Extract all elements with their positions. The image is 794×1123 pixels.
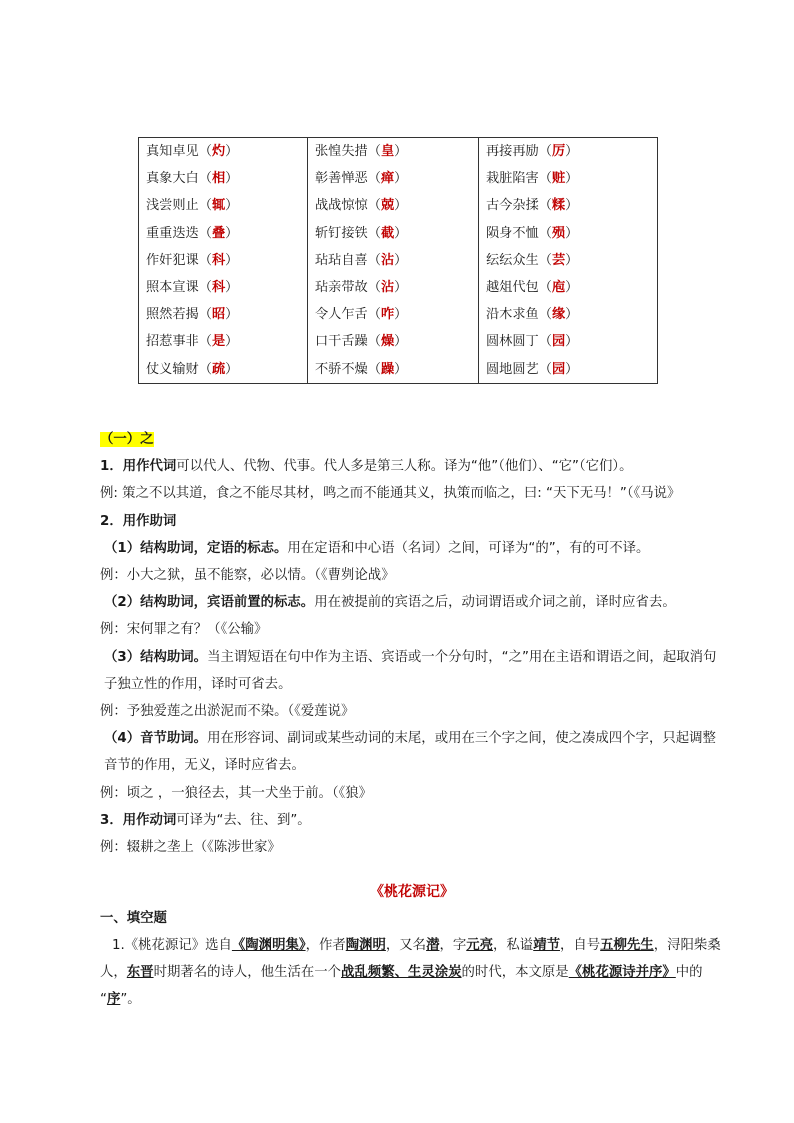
correct-character: 辄 xyxy=(211,198,226,214)
closing-paren: ） xyxy=(565,279,579,295)
table-cell xyxy=(479,165,657,192)
correct-character: 叠 xyxy=(211,225,226,241)
table-cell xyxy=(308,247,478,274)
correct-character: 园 xyxy=(551,361,566,377)
table-cell xyxy=(308,138,478,165)
closing-paren: ） xyxy=(225,307,239,323)
table-column-2 xyxy=(308,138,479,384)
closing-paren: ） xyxy=(394,334,408,350)
closing-paren: ） xyxy=(394,279,408,295)
table-cell xyxy=(479,301,657,328)
idiom-text: 玷玷自喜（ xyxy=(315,252,381,268)
idiom-text: 圆林圆丁（ xyxy=(486,334,552,350)
table-column-3 xyxy=(479,138,658,384)
main-content xyxy=(100,426,724,1014)
correct-character: 芸 xyxy=(551,252,566,268)
idiom-text: 战战惊惊（ xyxy=(315,198,381,214)
idiom-text: 纭纭众生（ xyxy=(486,252,552,268)
table-cell xyxy=(479,356,657,383)
idiom-text: 陨身不恤（ xyxy=(486,225,552,241)
idiom-text: 令人乍舌（ xyxy=(315,307,381,323)
table-cell xyxy=(139,274,307,301)
example-7: 例：辍耕之垄上（《陈涉世家》 xyxy=(100,839,281,855)
idiom-text: 张惶失措（ xyxy=(315,144,381,159)
correct-character: 兢 xyxy=(380,198,395,214)
fill-in-question-1: 1.《桃花源记》选自《陶渊明集》，作者陶渊明，又名潜，字元亮，私谥靖节，自号五柳先生，浔阳柴桑人，东晋时期著名的诗人，他生活在一个战乱频繁、生灵涂炭的时代，本文原是《桃花源诗并序》中的 “序”。 xyxy=(100,938,721,1008)
table-cell xyxy=(139,328,307,355)
table-cell xyxy=(139,301,307,328)
correct-character: 殒 xyxy=(551,225,566,241)
table-cell xyxy=(479,274,657,301)
table-cell xyxy=(139,220,307,247)
idiom-text: 仗义输财（ xyxy=(146,361,212,377)
idiom-text: 不骄不燥（ xyxy=(315,361,381,377)
closing-paren: ） xyxy=(225,252,239,268)
closing-paren: ） xyxy=(394,225,408,241)
table-cell xyxy=(139,138,307,165)
closing-paren: ） xyxy=(394,361,408,377)
correct-character: 灼 xyxy=(211,144,226,159)
correct-character: 是 xyxy=(211,334,226,350)
example-6: 例：顷之 ，一狼径去，其一犬坐于前。（《狼》 xyxy=(100,785,373,801)
table-column-1 xyxy=(139,138,308,384)
idiom-text: 真知卓见（ xyxy=(146,144,212,159)
correct-character: 截 xyxy=(380,225,395,241)
idiom-table xyxy=(138,137,658,384)
idiom-text: 圆地圆艺（ xyxy=(486,361,552,377)
correct-character: 皇 xyxy=(380,144,395,159)
closing-paren: ） xyxy=(225,361,239,377)
idiom-text: 照本宣课（ xyxy=(146,279,212,295)
correct-character: 园 xyxy=(551,334,566,350)
paragraph-2: 2．用作助词 xyxy=(100,513,177,529)
idiom-text: 彰善惮恶（ xyxy=(315,171,381,187)
closing-paren: ） xyxy=(565,307,579,323)
table-cell xyxy=(479,138,657,165)
correct-character: 疏 xyxy=(211,361,226,377)
idiom-text: 斩钉接铁（ xyxy=(315,225,381,241)
correct-character: 缘 xyxy=(551,307,566,323)
idiom-text: 真象大白（ xyxy=(146,171,212,187)
example-5: 例：予独爱莲之出淤泥而不染。（《爱莲说》 xyxy=(100,703,355,719)
table-cell xyxy=(479,247,657,274)
table-cell xyxy=(308,192,478,219)
closing-paren: ） xyxy=(225,279,239,295)
table-cell xyxy=(139,192,307,219)
table-cell xyxy=(308,220,478,247)
table-cell xyxy=(308,301,478,328)
closing-paren: ） xyxy=(565,334,579,350)
taohua-title: 《桃花源记》 xyxy=(370,884,454,901)
closing-paren: ） xyxy=(394,252,408,268)
closing-paren: ） xyxy=(565,361,579,377)
correct-character: 昭 xyxy=(211,307,226,323)
idiom-text: 口干舌躁（ xyxy=(315,334,381,350)
table-cell xyxy=(308,274,478,301)
table-cell xyxy=(308,165,478,192)
closing-paren: ） xyxy=(225,225,239,241)
paragraph-5: （3）结构助词。当主谓短语在句中作为主语、宾语或一个分句时，“之”用在主语和谓语之间，起取消句子独立性的作用，译时可省去。 xyxy=(104,649,717,692)
correct-character: 咋 xyxy=(380,307,395,323)
table-cell xyxy=(308,328,478,355)
idiom-text: 越俎代包（ xyxy=(486,279,552,295)
table-cell xyxy=(308,356,478,383)
closing-paren: ） xyxy=(565,225,579,241)
example-1: 例: 策之不以其道，食之不能尽其材，鸣之而不能通其义，执策而临之，曰: “天下无马！”（《马说》 xyxy=(100,486,681,502)
example-3: 例：小大之狱，虽不能察，必以情。（《曹刿论战》 xyxy=(100,567,395,583)
correct-character: 糅 xyxy=(551,198,566,214)
closing-paren: ） xyxy=(565,252,579,268)
paragraph-4: （2）结构助词，宾语前置的标志。用在被提前的宾语之后，动词谓语或介词之前，译时应省去。 xyxy=(104,595,676,611)
closing-paren: ） xyxy=(394,144,408,159)
paragraph-7: 3．用作动词可译为“去、往、到”。 xyxy=(100,812,311,828)
closing-paren: ） xyxy=(225,171,239,187)
idiom-text: 古今杂揉（ xyxy=(486,198,552,214)
closing-paren: ） xyxy=(565,144,579,159)
table-cell xyxy=(479,328,657,355)
closing-paren: ） xyxy=(394,307,408,323)
idiom-text: 重重迭迭（ xyxy=(146,225,212,241)
table-cell xyxy=(139,356,307,383)
idiom-text: 沿木求鱼（ xyxy=(486,307,552,323)
section-heading-zhi: （一）之 xyxy=(100,432,154,447)
closing-paren: ） xyxy=(225,144,239,159)
fill-in-section-heading: 一、填空题 xyxy=(100,911,167,927)
idiom-text: 照然若揭（ xyxy=(146,307,212,323)
correct-character: 瘅 xyxy=(380,171,395,187)
idiom-text: 作奸犯课（ xyxy=(146,252,212,268)
correct-character: 庖 xyxy=(551,279,566,295)
closing-paren: ） xyxy=(565,198,579,214)
correct-character: 赃 xyxy=(551,171,566,187)
correct-character: 沾 xyxy=(380,252,395,268)
paragraph-6: （4）音节助词。用在形容词、副词或某些动词的末尾，或用在三个字之间，使之凑成四个字，只起调整音节的作用，无义，译时应省去。 xyxy=(104,731,716,774)
paragraph-1: 1．用作代词可以代人、代物、代事。代人多是第三人称。译为“他”（他们）、“它”（它们）。 xyxy=(100,459,633,475)
correct-character: 燥 xyxy=(380,334,395,350)
closing-paren: ） xyxy=(565,171,579,187)
correct-character: 科 xyxy=(211,279,226,295)
idiom-text: 栽脏陷害（ xyxy=(486,171,552,187)
table-cell xyxy=(139,247,307,274)
idiom-text: 再接再励（ xyxy=(486,144,552,159)
closing-paren: ） xyxy=(394,171,408,187)
correct-character: 躁 xyxy=(380,361,395,377)
idiom-text: 浅尝则止（ xyxy=(146,198,212,214)
correct-character: 相 xyxy=(211,171,226,187)
table-cell xyxy=(479,192,657,219)
table-cell xyxy=(479,220,657,247)
closing-paren: ） xyxy=(394,198,408,214)
idiom-text: 招惹事非（ xyxy=(146,334,212,350)
closing-paren: ） xyxy=(225,334,239,350)
example-4: 例：宋何罪之有？（《公输》 xyxy=(100,622,268,638)
correct-character: 厉 xyxy=(551,144,566,159)
idiom-text: 玷亲带故（ xyxy=(315,279,381,295)
correct-character: 科 xyxy=(211,252,226,268)
idiom-correction-table xyxy=(138,137,656,384)
correct-character: 沾 xyxy=(380,279,395,295)
paragraph-3: （1）结构助词，定语的标志。用在定语和中心语（名词）之间，可译为“的”，有的可不译。 xyxy=(104,540,650,556)
table-cell xyxy=(139,165,307,192)
closing-paren: ） xyxy=(225,198,239,214)
